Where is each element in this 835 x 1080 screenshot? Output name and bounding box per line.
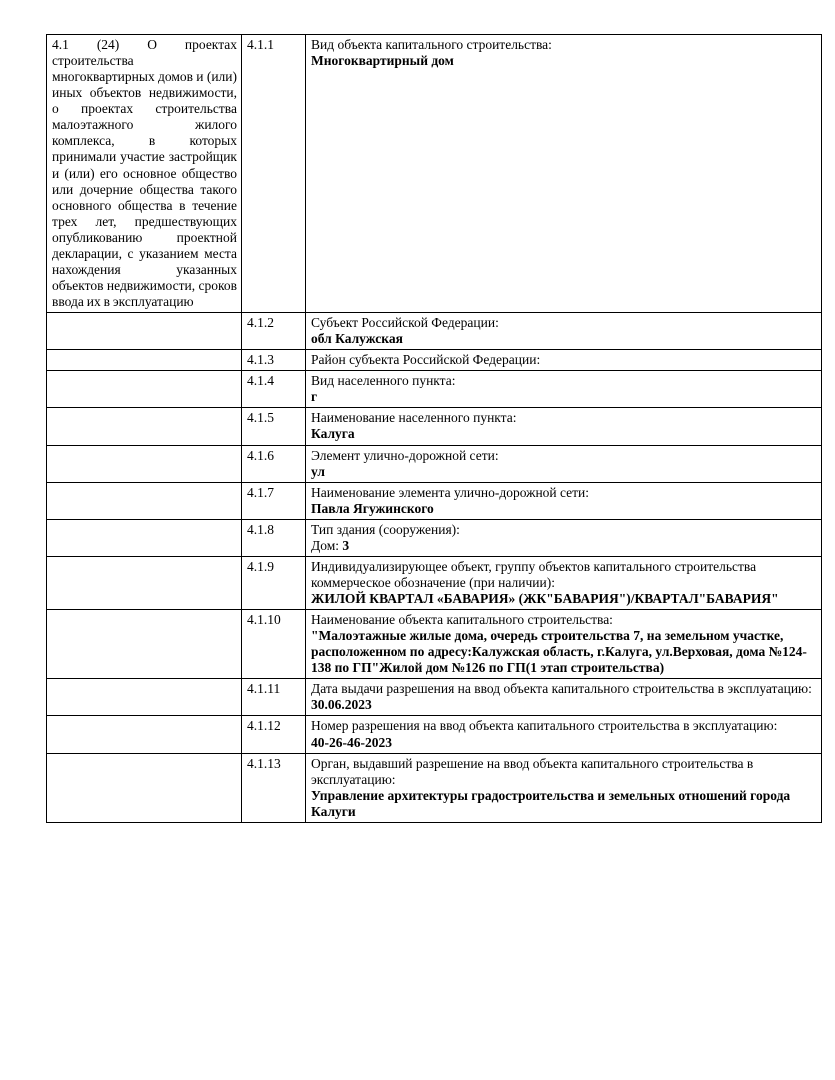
row-number-4-1-9: 4.1.9: [242, 556, 306, 609]
row-label: Тип здания (сооружения):: [311, 521, 460, 537]
row-value: Павла Ягужинского: [311, 500, 434, 516]
table-row: [47, 408, 822, 445]
row-label: Наименование элемента улично-дорожной сети:: [311, 484, 590, 500]
row-value: ул: [311, 463, 325, 479]
row-body-4-1-7: [306, 482, 822, 519]
row-label: Наименование населенного пункта:: [311, 410, 517, 426]
row-body-4-1-5: [306, 408, 822, 445]
row-body-4-1-12: [306, 716, 822, 753]
empty-desc-cell: [47, 753, 242, 822]
row-value: ЖИЛОЙ КВАРТАЛ «БАВАРИЯ» (ЖК"БАВАРИЯ")/КВАРТАЛ"БАВАРИЯ": [311, 591, 779, 606]
row-label: Орган, выдавший разрешение на ввод объекта капитального строительства в эксплуатацию:: [311, 755, 754, 787]
row-number-4-1-4: 4.1.4: [242, 371, 306, 408]
row-body-4-1-11: [306, 679, 822, 716]
empty-desc-cell: [47, 408, 242, 445]
row-value: Управление архитектуры градостроительства и земельных отношений города Калуги: [311, 787, 791, 819]
row-body-4-1-2: [306, 313, 822, 350]
row-label: Район субъекта Российской Федерации:: [311, 352, 541, 368]
row-body-4-1-13: [306, 753, 822, 822]
row-body-4-1-3: [306, 350, 822, 371]
row-value: г: [311, 389, 318, 405]
table-row: [47, 35, 822, 313]
row-value: Многоквартирный дом: [311, 53, 454, 69]
row-body-4-1-6: [306, 445, 822, 482]
table-row: [47, 313, 822, 350]
row-label: Вид объекта капитального строительства:: [311, 37, 552, 52]
row-body-4-1-4: [306, 371, 822, 408]
table-row: [47, 610, 822, 679]
declaration-table: [46, 34, 822, 823]
table-row: [47, 519, 822, 556]
row-label: Субъект Российской Федерации:: [311, 315, 499, 331]
section-description: 4.1 (24) О проектах строительства многоквартирных домов и (или) иных объектов недвижимости, о проектах строительства малоэтажного жилого комплекса, в которых принимали участие застройщик и (или) его основное общество или дочерние общества такого основного общества в течение трех лет, предшествующих опубликованию проектной декларации, с указанием места нахождения указанных объектов недвижимости, сроков ввода их в эксплуатацию: [52, 37, 237, 309]
row-label: Вид населенного пункта:: [311, 373, 456, 389]
row-number-4-1-12: 4.1.12: [242, 716, 306, 753]
row-label: Дата выдачи разрешения на ввод объекта капитального строительства в эксплуатацию:: [311, 681, 812, 697]
row-number-4-1-2: 4.1.2: [242, 313, 306, 350]
empty-desc-cell: [47, 445, 242, 482]
empty-desc-cell: [47, 716, 242, 753]
row-number-4-1-1: 4.1.1: [242, 35, 306, 313]
row-value-line: [311, 538, 817, 554]
row-number-4-1-10: 4.1.10: [242, 610, 306, 679]
empty-desc-cell: [47, 482, 242, 519]
table-row: [47, 753, 822, 822]
row-body-4-1-1: [306, 35, 822, 313]
row-number-4-1-8: 4.1.8: [242, 519, 306, 556]
row-label: Номер разрешения на ввод объекта капитального строительства в эксплуатацию:: [311, 718, 778, 734]
table-row: [47, 445, 822, 482]
row-number-4-1-6: 4.1.6: [242, 445, 306, 482]
empty-desc-cell: [47, 679, 242, 716]
row-body-4-1-10: [306, 610, 822, 679]
row-number-4-1-11: 4.1.11: [242, 679, 306, 716]
section-description-cell: [47, 35, 242, 313]
empty-desc-cell: [47, 519, 242, 556]
row-value: обл Калужская: [311, 331, 403, 347]
row-label: Индивидуализирующее объект, группу объектов капитального строительства коммерческое обозначение (при наличии):: [311, 558, 757, 590]
row-label: Элемент улично-дорожной сети:: [311, 447, 499, 463]
row-number-4-1-7: 4.1.7: [242, 482, 306, 519]
row-number-4-1-13: 4.1.13: [242, 753, 306, 822]
row-value: 3: [342, 537, 350, 553]
row-number-4-1-3: 4.1.3: [242, 350, 306, 371]
empty-desc-cell: [47, 371, 242, 408]
row-body-4-1-8: [306, 519, 822, 556]
table-row: [47, 371, 822, 408]
table-row: [47, 716, 822, 753]
row-number-4-1-5: 4.1.5: [242, 408, 306, 445]
row-value-prefix: Дом:: [311, 537, 343, 553]
empty-desc-cell: [47, 313, 242, 350]
row-value: "Малоэтажные жилые дома, очередь строительства 7, на земельном участке, расположенном по адресу:Калужская область, г.Калуга, ул.Верховая, дома №124-138 по ГП"Жилой дом №126 по ГП(1 этап строительства): [311, 628, 807, 676]
row-value: Калуга: [311, 426, 355, 442]
table-row: [47, 482, 822, 519]
empty-desc-cell: [47, 610, 242, 679]
table-row: [47, 350, 822, 371]
table-row: [47, 556, 822, 609]
table-row: [47, 679, 822, 716]
row-label: Наименование объекта капитального строительства:: [311, 612, 613, 628]
row-body-4-1-9: [306, 556, 822, 609]
row-value: 30.06.2023: [311, 697, 372, 713]
row-value: 40-26-46-2023: [311, 734, 392, 750]
empty-desc-cell: [47, 556, 242, 609]
empty-desc-cell: [47, 350, 242, 371]
